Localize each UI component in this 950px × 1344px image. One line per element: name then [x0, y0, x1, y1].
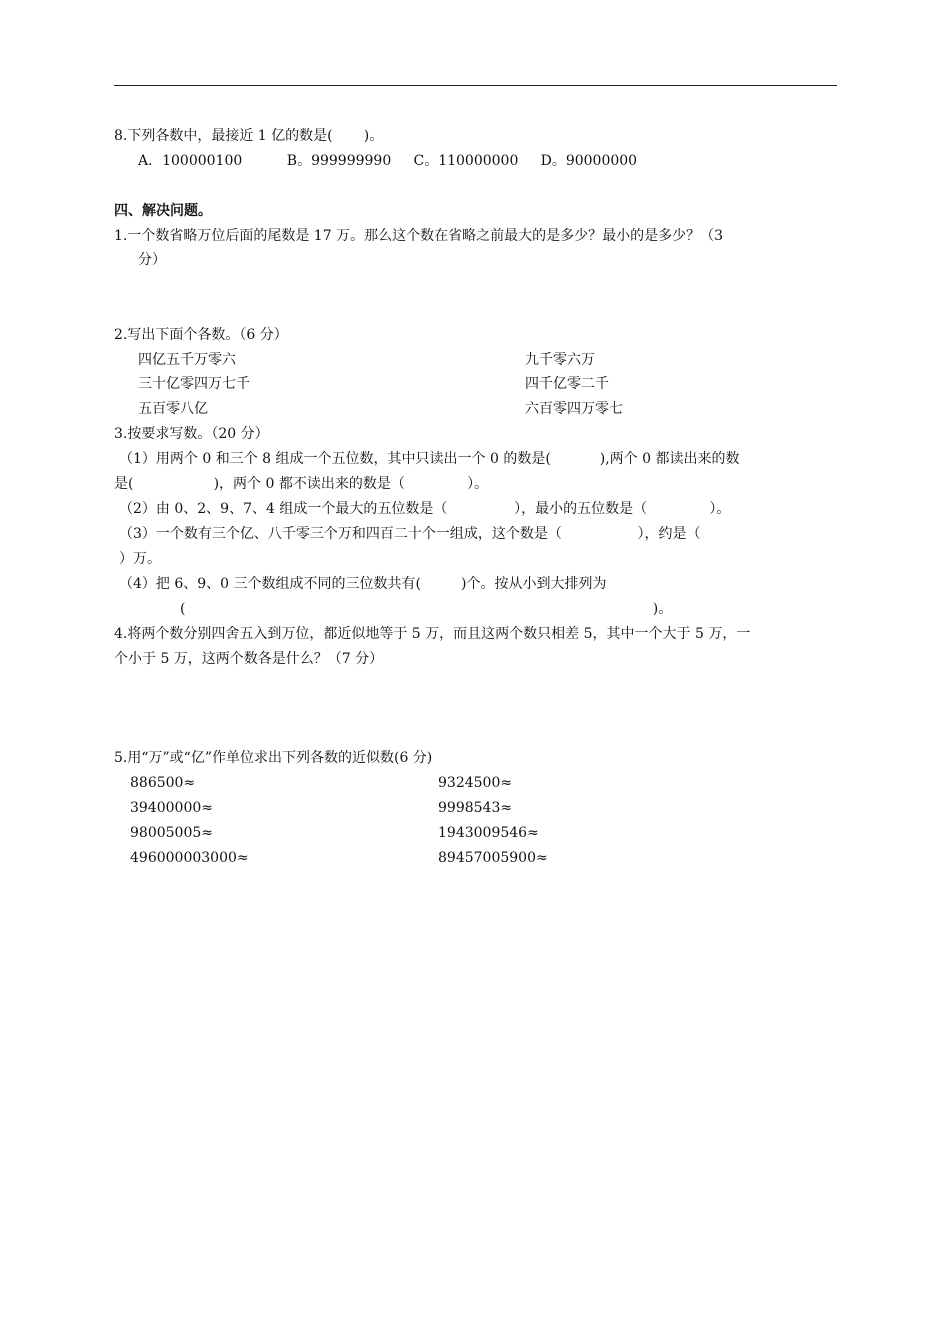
problem-3-line: ）万。 [119, 551, 161, 567]
problem-3-line: （3）一个数有三个亿、八千零三个万和四百二十个一组成，这个数是（ ），约是（ [119, 526, 701, 542]
problem-2-stem: 2.写出下面个各数。（6 分） [114, 327, 288, 343]
problem-4-line-1: 4.将两个数分别四舍五入到万位，都近似地等于 5 万，而且这两个数只相差 5，其中一个大于 5 万，一 [114, 626, 751, 642]
q8-options: A．100000100 B。999999990 C。110000000 D。90000000 [138, 153, 638, 169]
problem-2-item: 六百零四万零七 [525, 401, 623, 417]
problem-1-line-2: 分） [138, 252, 166, 268]
problem-3-line: 是( )，两个 0 都不读出来的数是（ ）。 [114, 476, 489, 492]
header-rule [114, 85, 837, 86]
problem-5-item: 886500≈ [130, 775, 196, 791]
problem-3-stem: 3.按要求写数。（20 分） [114, 426, 269, 442]
problem-3-line: （4）把 6、9、0 三个数组成不同的三位数共有( )个。按从小到大排列为 [119, 576, 607, 592]
problem-5-item: 1943009546≈ [438, 825, 539, 841]
problem-2-item: 五百零八亿 [138, 401, 208, 417]
problem-5-item: 39400000≈ [130, 800, 213, 816]
problem-2-item: 四亿五千万零六 [138, 352, 236, 368]
problem-2-item: 九千零六万 [525, 352, 595, 368]
problem-3-line: （1）用两个 0 和三个 8 组成一个五位数，其中只读出一个 0 的数是( ),两个 0 都读出来的数 [119, 451, 740, 467]
problem-3-line: （2）由 0、2、9、7、4 组成一个最大的五位数是（ ），最小的五位数是（ ）。 [119, 501, 731, 517]
problem-2-item: 三十亿零四万七千 [138, 376, 250, 392]
section-title: 四、解决问题。 [114, 203, 212, 219]
problem-3-line: ( )。 [180, 601, 673, 617]
problem-5-item: 9998543≈ [438, 800, 513, 816]
problem-5-item: 98005005≈ [130, 825, 213, 841]
problem-1-line-1: 1.一个数省略万位后面的尾数是 17 万。那么这个数在省略之前最大的是多少？最小的是多少？（3 [114, 228, 723, 244]
problem-4-line-2: 个小于 5 万，这两个数各是什么？（7 分） [114, 651, 384, 667]
q8-stem: 8.下列各数中，最接近 1 亿的数是( )。 [114, 128, 384, 144]
problem-5-item: 89457005900≈ [438, 850, 548, 866]
problem-5-item: 496000003000≈ [130, 850, 249, 866]
problem-5-item: 9324500≈ [438, 775, 513, 791]
problem-5-stem: 5.用“万”或“亿”作单位求出下列各数的近似数(6 分) [114, 750, 433, 766]
problem-2-item: 四千亿零二千 [525, 376, 609, 392]
